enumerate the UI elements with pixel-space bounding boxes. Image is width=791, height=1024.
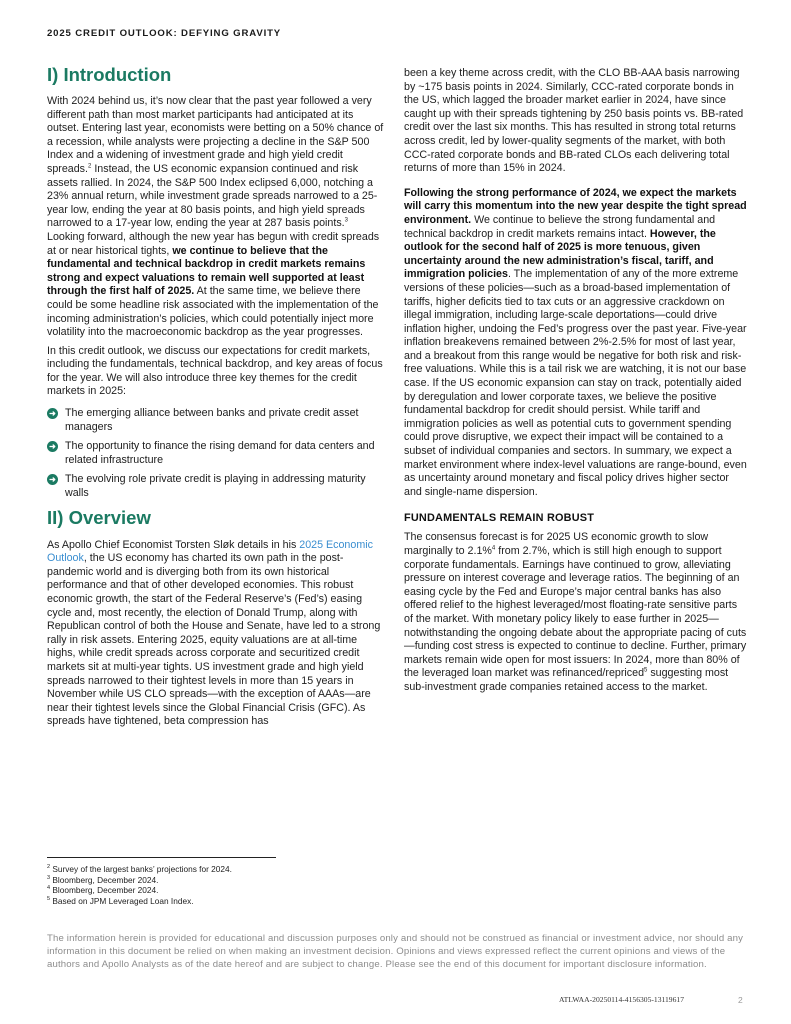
footnotes: [47, 864, 377, 906]
footnote-ref-4: 4: [491, 545, 496, 552]
overview-continuation: been a key theme across credit, with the CLO BB-AAA basis narrowing by ~175 basis points in 2024. Similarly, CCC-rated corporate bonds in the US, which lagged the broader market earlier in 2024, have since caught up with their spreads tightening by 250 basis points vs. BB-rated credit over the last six months. This has resulted in strong total returns across credit, led by lower-quality segments of the market, with both CCC-rated corporate bonds and BB-rated CLOs each delivering total returns of more than 15% in 2024.: [404, 67, 744, 175]
overview-heading: II) Overview: [47, 506, 151, 528]
footnote-ref-3: 3: [344, 217, 348, 224]
disclaimer: The information herein is provided for educational and discussion purposes only and should not be construed as financial or investment advice, nor should any information in this document be relied on when making an investment decision. Opinions and views expressed reflect the current opinions and views of the authors and Apollo Analysts as of the date hereof and are subject to change. Please see the end of this document for important disclosure information.: [47, 933, 744, 971]
left-column: [47, 64, 387, 729]
fundamentals-subheading: FUNDAMENTALS REMAIN ROBUST: [404, 512, 595, 525]
right-column: [404, 67, 748, 695]
economic-outlook-link[interactable]: 2025 Economic Outlook: [47, 538, 373, 565]
intro-paragraph-1: With 2024 behind us, it’s now clear that the past year followed a very different path than most market participants had anticipated at its outset. Entering last year, economists were betting on a 50% chance of a recession, while analysts were projecting a decline in the S&P 500 Index and a widening of investment grade and high yield credit spreads.$^2$ Instead, the US economic expansion continued and risk assets rallied. In 2024, the S&P 500 Index eclipsed 6,000, notching a 23% annual return, while investment grade spreads narrowed to a 25-year low, ending the year at 80 basis points, and high yield spreads narrowed to a 17-year low, ending the year at 287 basis points.$^3$ Looking forward, although the new year has begun with credit spreads at or near historical tights, we continue to believe that the fundamental and technical backdrop in credit markets remains strong and expect valuations to remain well supported at least through the first half of 2025. At the same time, we believe there could be some headline risk associated with the implementation of the incoming administration’s policies, which could potentially inject more volatility into the macroeconomic backdrop as the year progresses.: [47, 95, 384, 339]
footnote: $^3$ Bloomberg, December 2024.: [47, 874, 159, 885]
footnote-ref-2: 2: [88, 163, 92, 170]
footnote: $^2$ Survey of the largest banks’ projections for 2024.: [47, 864, 232, 874]
footnote: $^5$ Based on JPM Leveraged Loan Index.: [47, 895, 194, 906]
overview-paragraph-1: As Apollo Chief Economist Torsten Sløk details in his 2025 Economic Outlook, the US economy has charted its own path in the post-pandemic world and is diverging both from its own historical performance and that of other developed economies. This robust economic growth, the start of the Federal Reserve’s (Fed’s) easing cycle and, most recently, the election of Donald Trump, along with Republican control of both the House and Senate, have led to a strong rally in risk assets. Entering 2025, equity valuations are at all-time highs, while credit spreads across corporate and securitized credit markets sit at multi-year tights. US investment grade and high yield spreads narrowed to their tightest levels in more than 15 years in November while US CLO spreads—with the exception of AAAs—are near their tightest levels since the Global Financial Crisis (GFC). As spreads have tightened, beta compression has: [47, 538, 381, 728]
introduction-heading: I) Introduction: [47, 64, 172, 85]
footnote-divider: [47, 857, 276, 858]
key-themes-list: [47, 407, 387, 501]
footnote-ref-5: 5: [644, 667, 648, 674]
arrow-circle-right-icon: ➜: [47, 474, 58, 485]
arrow-circle-right-icon: ➜: [47, 441, 58, 452]
intro-paragraph-2: In this credit outlook, we discuss our expectations for credit markets, including the fundamentals, technical backdrop, and key areas of focus for the year. We will also introduce three key themes for the credit markets in 2025:: [47, 344, 383, 398]
arrow-circle-right-icon: ➜: [47, 408, 58, 419]
list-item: ➜ The emerging alliance between banks and private credit asset managers: [47, 407, 387, 434]
running-header: 2025 CREDIT OUTLOOK: DEFYING GRAVITY: [47, 28, 282, 39]
list-item: ➜ The evolving role private credit is playing in addressing maturity walls: [47, 473, 387, 500]
overview-paragraph-2: Following the strong performance of 2024, we expect the markets will carry this momentum into the new year despite the tight spread environment. We continue to believe the strong fundamental and technical backdrop in credit markets remains intact. However, the outlook for the second half of 2025 is more tenuous, given uncertainty around the new administration’s fiscal, tariff, and immigration policies. The implementation of any of the more extreme versions of these policies—such as a broad-based implementation of tariffs, higher deficits tied to tax cuts or an aggressive crackdown on illegal immigration, including large-scale deportations—could drive inflation higher, undoing the Fed’s progress over the past year. Five-year inflation breakevens remained between 2%-2.5% for most of last year, and a breakout from this range would be negative for both risk and risk-free valuations. While this is a tail risk we are watching, it is not our base case. If the US economic expansion can stay on track, potentially aided by deregulation and lower corporate taxes, we believe the positive fundamental backdrop for credit should persist. While tariff and immigration policies as well as potential cuts to government spending could prove disruptive, we expect their impact will be contained to a subset of individual companies and sectors. In summary, we expect a market environment where index-level valuations are range-bound, even as uncertainty around monetary and fiscal policy drives higher sector and single-name dispersion.: [404, 186, 747, 498]
document-code: ATLWAA-20250114-4156305-13119617: [559, 995, 684, 1004]
footnote: $^4$ Bloomberg, December 2024.: [47, 885, 159, 896]
list-item: ➜ The opportunity to finance the rising demand for data centers and related infrastructure: [47, 440, 387, 467]
fundamentals-paragraph: The consensus forecast is for 2025 US economic growth to slow marginally to 2.1%$^4$ from 2.7%, which is still high enough to support corporate fundamentals. Earnings have continued to grow, alleviating pressure on interest coverage and leverage ratios. The beginning of an easing cycle by the Fed and Europe’s major central banks has also offered relief to the highest leveraged/most floating-rate sensitive parts of the market. With monetary policy likely to ease further in 2025—notwithstanding the ongoing debate about the appropriate pacing of cuts—funding cost stress is expected to continue to decline. Further, primary markets remain wide open for most issuers: In 2024, more than 80% of the leveraged loan market was refinanced/repriced$^5$ suggesting most sub-investment grade companies retained access to the market.: [404, 531, 747, 693]
intro-key-view: we continue to believe that the fundamental and technical backdrop in credit markets remains strong and expect valuations to remain well supported at least through the first half of 2025.: [47, 244, 366, 298]
page-number: 2: [738, 995, 743, 1005]
